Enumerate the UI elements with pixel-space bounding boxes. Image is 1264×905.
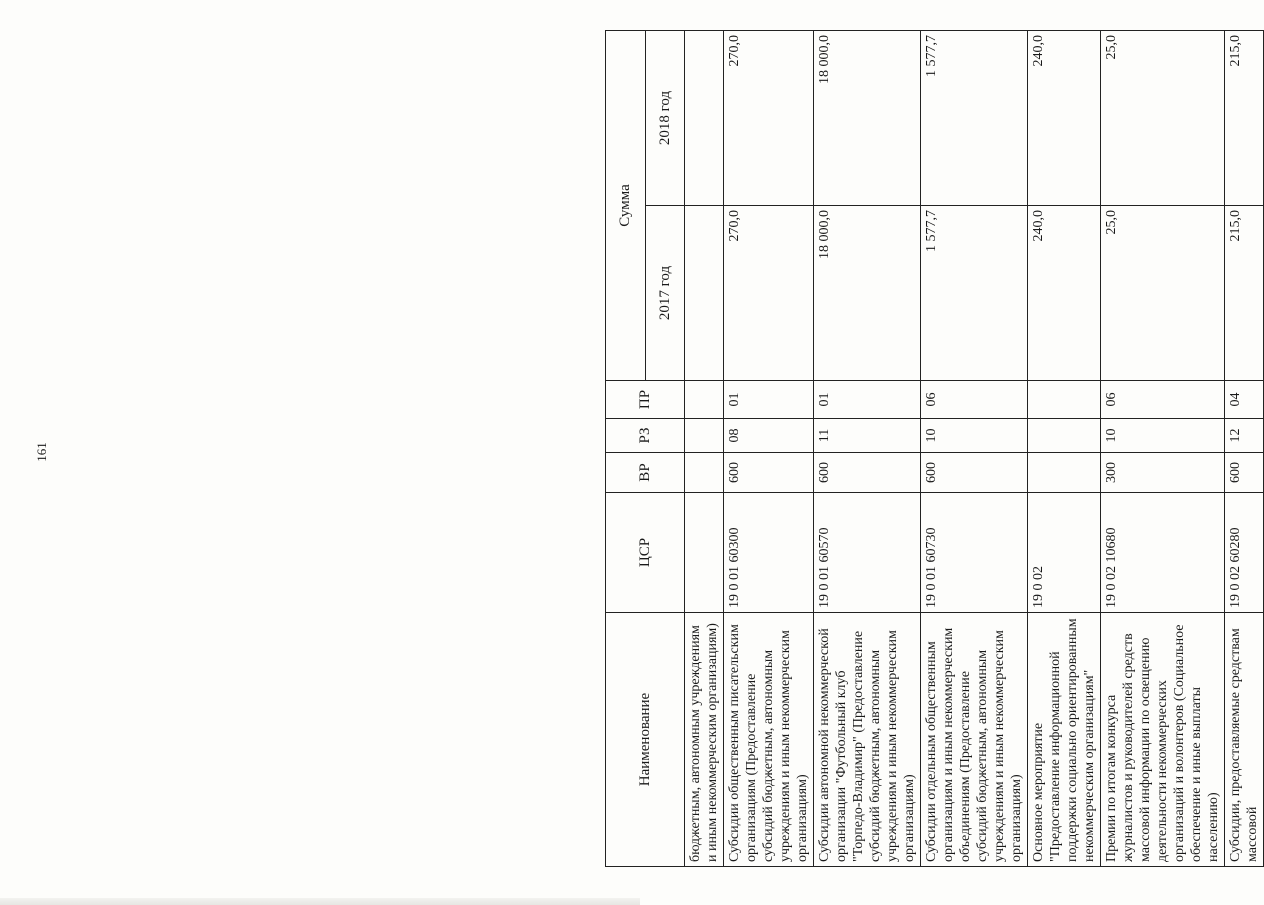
cell-pr: 01 <box>724 381 814 419</box>
cell-csr: 19 0 02 60280 <box>1225 493 1264 613</box>
table-body <box>685 30 1264 866</box>
header-vr: ВР <box>606 453 685 493</box>
rotated-page-content <box>605 31 1260 867</box>
cell-csr: 19 0 01 60730 <box>921 493 1028 613</box>
header-pr: ПР <box>606 381 685 419</box>
cell-csr: 19 0 01 60570 <box>814 493 921 613</box>
header-sum: Сумма <box>606 30 646 380</box>
cell-2018: 25,0 <box>1101 30 1225 205</box>
cell-csr: 19 0 01 60300 <box>724 493 814 613</box>
cell-2018 <box>685 30 724 205</box>
table-row <box>724 30 814 866</box>
scan-edge <box>0 898 640 905</box>
cell-vr: 600 <box>724 453 814 493</box>
header-rz: РЗ <box>606 419 685 453</box>
cell-2017: 18 000,0 <box>814 206 921 381</box>
cell-rz: 12 <box>1225 419 1264 453</box>
cell-name: Основное мероприятие "Предоставление информационной поддержки социально ориентированным некоммерческим организациям" <box>1028 613 1101 867</box>
budget-table <box>605 30 1264 867</box>
cell-vr: 600 <box>1225 453 1264 493</box>
table-row <box>814 30 921 866</box>
header-year-2017: 2017 год <box>646 206 685 381</box>
cell-name: Субсидии, предоставляемые средствам массовой <box>1225 613 1264 867</box>
cell-2018: 215,0 <box>1225 30 1264 205</box>
cell-name: бюджетным, автономным учреждениям и иным некоммерческим организациям) <box>685 613 724 867</box>
cell-name: Премии по итогам конкурса журналистов и руководителей средств массовой информации по освещению деятельности некоммерческих организаций и волонтеров (Социальное обеспечение и иные выплаты населению) <box>1101 613 1225 867</box>
table-row <box>685 30 724 866</box>
page-number: 161 <box>34 442 49 462</box>
cell-vr <box>1028 453 1101 493</box>
cell-2018: 270,0 <box>724 30 814 205</box>
cell-name: Субсидии общественным писательским организациям (Предоставление субсидий бюджетным, автономным учреждениям и иным некоммерческим организациям) <box>724 613 814 867</box>
cell-rz: 10 <box>1101 419 1225 453</box>
cell-csr: 19 0 02 10680 <box>1101 493 1225 613</box>
cell-pr: 06 <box>1101 381 1225 419</box>
cell-rz <box>1028 419 1101 453</box>
cell-2017: 240,0 <box>1028 206 1101 381</box>
cell-csr: 19 0 02 <box>1028 493 1101 613</box>
header-name: Наименование <box>606 613 685 867</box>
table-row <box>1225 30 1264 866</box>
header-year-2018: 2018 год <box>646 30 685 205</box>
cell-name: Субсидии автономной некоммерческой организации "Футбольный клуб "Торпедо-Владимир" (Предоставление субсидий бюджетным, автономным учреждениям и иным некоммерческим организациям) <box>814 613 921 867</box>
cell-2018: 18 000,0 <box>814 30 921 205</box>
table-row <box>1028 30 1101 866</box>
cell-2018: 240,0 <box>1028 30 1101 205</box>
cell-pr <box>685 381 724 419</box>
cell-2017: 270,0 <box>724 206 814 381</box>
cell-rz: 08 <box>724 419 814 453</box>
cell-name: Субсидии отдельным общественным организациям и иным некоммерческим объединениям (Предоставление субсидий бюджетным, автономным учреждениям и иным некоммерческим организациям) <box>921 613 1028 867</box>
cell-pr: 06 <box>921 381 1028 419</box>
cell-vr: 300 <box>1101 453 1225 493</box>
table-header <box>606 30 685 866</box>
cell-2017 <box>685 206 724 381</box>
cell-rz <box>685 419 724 453</box>
cell-2017: 1 577,7 <box>921 206 1028 381</box>
cell-2018: 1 577,7 <box>921 30 1028 205</box>
cell-pr: 04 <box>1225 381 1264 419</box>
cell-2017: 215,0 <box>1225 206 1264 381</box>
cell-vr: 600 <box>921 453 1028 493</box>
cell-pr <box>1028 381 1101 419</box>
table-row <box>1101 30 1225 866</box>
cell-vr <box>685 453 724 493</box>
header-csr: ЦСР <box>606 493 685 613</box>
cell-pr: 01 <box>814 381 921 419</box>
table-row <box>921 30 1028 866</box>
cell-rz: 10 <box>921 419 1028 453</box>
cell-csr <box>685 493 724 613</box>
cell-2017: 25,0 <box>1101 206 1225 381</box>
cell-rz: 11 <box>814 419 921 453</box>
cell-vr: 600 <box>814 453 921 493</box>
